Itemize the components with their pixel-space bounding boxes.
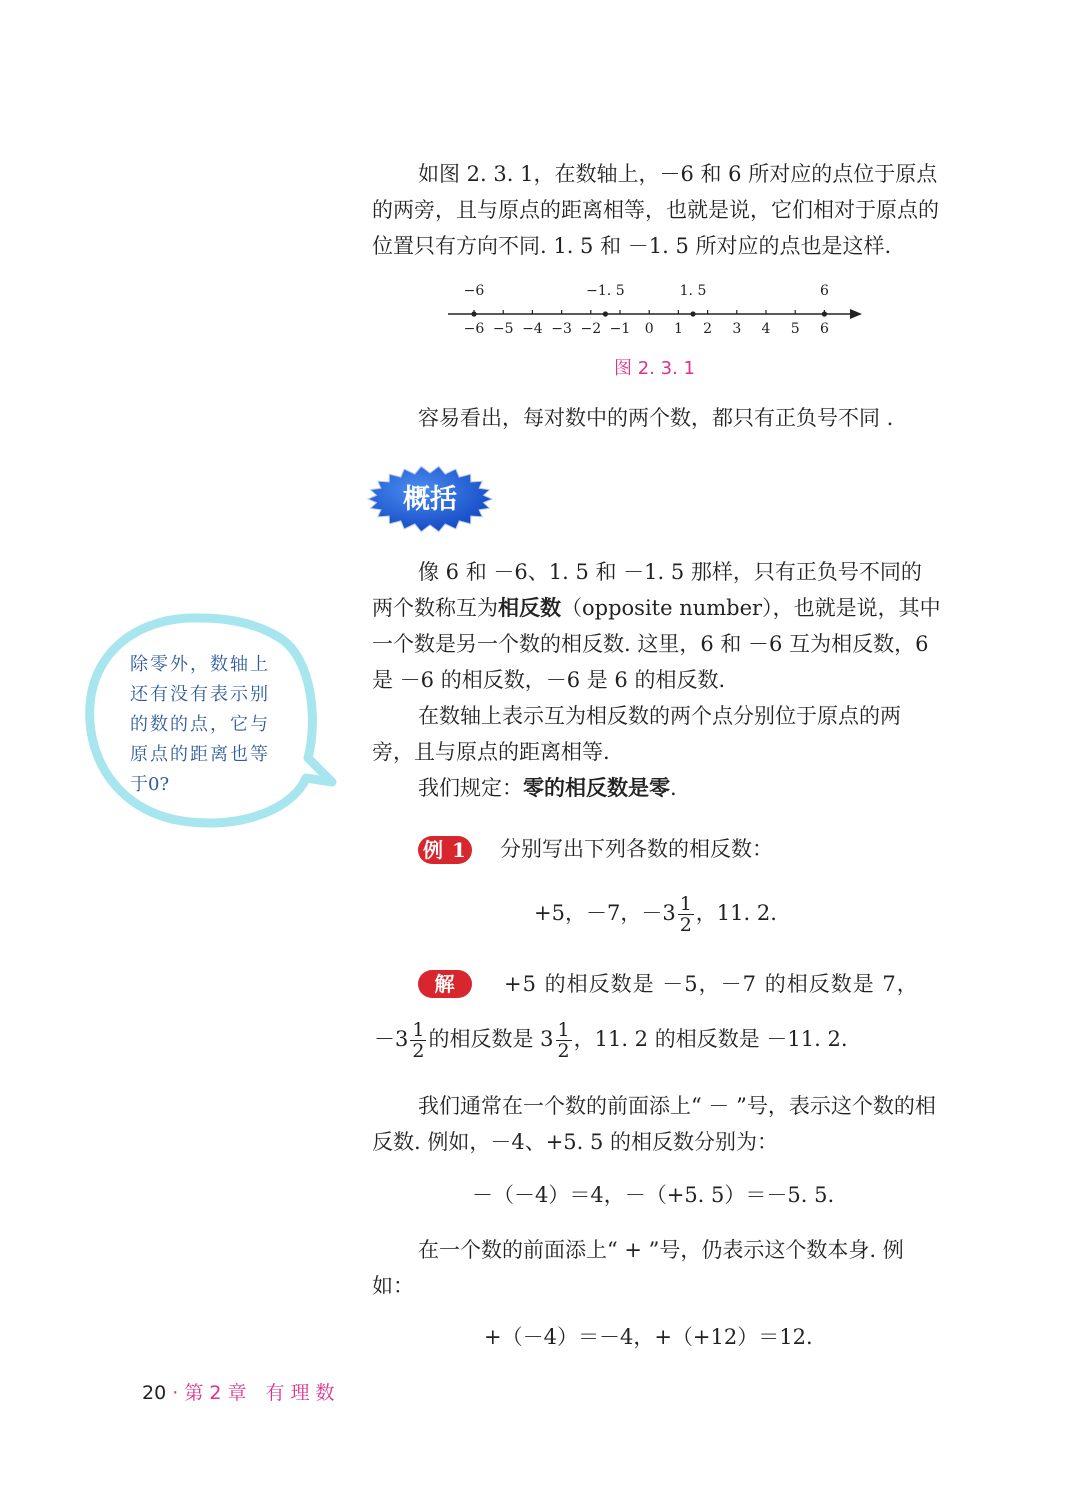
number-line-tick-label: 0 — [644, 321, 654, 337]
number-line-tick-label: −3 — [551, 321, 572, 337]
notation-paragraph-2: 在一个数的前面添上“ + ”号，仍表示这个数本身. 例如： — [372, 1238, 904, 1298]
summary-title: 概括 — [403, 484, 457, 515]
number-line-point-label: 6 — [819, 283, 829, 299]
number-line-tick-label: −4 — [522, 321, 543, 337]
definition-paragraph-2: 在数轴上表示互为相反数的两个点分别位于原点的两旁，且与原点的距离相等. — [372, 704, 901, 764]
intro-paragraph: 如图 2. 3. 1，在数轴上，－6 和 6 所对应的点位于原点的两旁，且与原点的距离相等，也就是说，它们相对于原点的位置只有方向不同. 1. 5 和 －1. 5 所对应的点也是这样. — [372, 162, 939, 258]
number-line-point-label: 1. 5 — [679, 283, 707, 299]
number-line-point — [603, 311, 608, 316]
equation-1: －（－4）＝4，－（+5. 5）＝－5. 5. — [472, 1183, 835, 1207]
solution-line-1: +5 的相反数是 －5，－7 的相反数是 7， — [504, 972, 919, 996]
rule-statement: 零的相反数是零 — [523, 776, 670, 800]
number-line-point-label: −1. 5 — [586, 283, 625, 299]
number-line-point — [690, 311, 695, 316]
fraction — [678, 894, 694, 935]
fraction — [410, 1020, 426, 1061]
fraction-denominator: 2 — [412, 1040, 425, 1062]
summary-badge — [366, 464, 496, 534]
definition-paragraph — [372, 554, 942, 698]
number-line-tick-label: 3 — [732, 321, 742, 337]
fraction-numerator: 1 — [557, 1019, 570, 1041]
number-line-point — [471, 311, 476, 316]
example-list — [534, 894, 777, 935]
number-line-point-label: −6 — [463, 283, 485, 299]
fraction-numerator: 1 — [679, 893, 692, 915]
definition-term: 相反数 — [498, 596, 561, 620]
bubble-text: 除零外，数轴上还有没有表示别的数的点，它与原点的距离也等于0? — [130, 654, 268, 795]
solution-text-c: ，11. 2 的相反数是 －11. 2. — [573, 1027, 848, 1051]
example-list-b: ，11. 2. — [695, 901, 777, 925]
number-line-tick-label: 6 — [819, 321, 829, 337]
figure-caption: 图 2. 3. 1 — [614, 358, 695, 379]
number-line-tick-label: 2 — [703, 321, 713, 337]
solution-line-2 — [374, 1020, 848, 1061]
fraction-numerator: 1 — [412, 1019, 425, 1041]
solution-text-a: －3 — [374, 1027, 409, 1051]
page-number: 20 — [142, 1382, 167, 1404]
equation-2: +（－4）＝－4，+（+12）＝12. — [484, 1325, 813, 1349]
notation-paragraph: 我们通常在一个数的前面添上“ － ”号，表示这个数的相反数. 例如，－4、+5. 5 的相反数分别为： — [372, 1094, 936, 1154]
solution-badge: 解 — [418, 970, 472, 998]
example-prompt: 分别写出下列各数的相反数： — [500, 837, 773, 861]
number-line-tick-label: 4 — [761, 321, 771, 337]
definition-text-b: （opposite number），也就是说，其中一个数是另一个数的相反数. 这里，6 和 －6 互为相反数，6 是 －6 的相反数，－6 是 6 的相反数. — [372, 596, 941, 692]
fraction — [556, 1020, 572, 1061]
number-line-point — [822, 311, 827, 316]
chapter-title: 第 2 章 有 理 数 — [184, 1382, 335, 1404]
rule-end: . — [670, 776, 677, 800]
solution-text-b: 的相反数是 3 — [428, 1027, 554, 1051]
example-list-a: +5，－7，－3 — [534, 901, 676, 925]
example-badge: 例 1 — [418, 836, 472, 864]
fraction-denominator: 2 — [679, 914, 692, 936]
number-line-tick-label: 1 — [673, 321, 683, 337]
rule-lead: 我们规定： — [418, 776, 523, 800]
observation-text: 容易看出，每对数中的两个数，都只有正负号不同 . — [418, 406, 894, 430]
definition-text-a: 像 6 和 －6、1. 5 和 －1. 5 那样，只有正负号不同的两个数称互为 — [372, 560, 922, 620]
number-line-tick-label: 5 — [790, 321, 800, 337]
number-line-tick-label: −1 — [609, 321, 631, 337]
number-line-tick-label: −2 — [580, 321, 602, 337]
page-footer — [142, 1378, 335, 1405]
footer-separator: · — [166, 1382, 185, 1404]
rule-paragraph — [372, 770, 942, 806]
number-line-figure — [440, 278, 870, 348]
fraction-denominator: 2 — [557, 1040, 570, 1062]
number-line-tick-label: −6 — [463, 321, 485, 337]
number-line-tick-label: −5 — [492, 321, 514, 337]
